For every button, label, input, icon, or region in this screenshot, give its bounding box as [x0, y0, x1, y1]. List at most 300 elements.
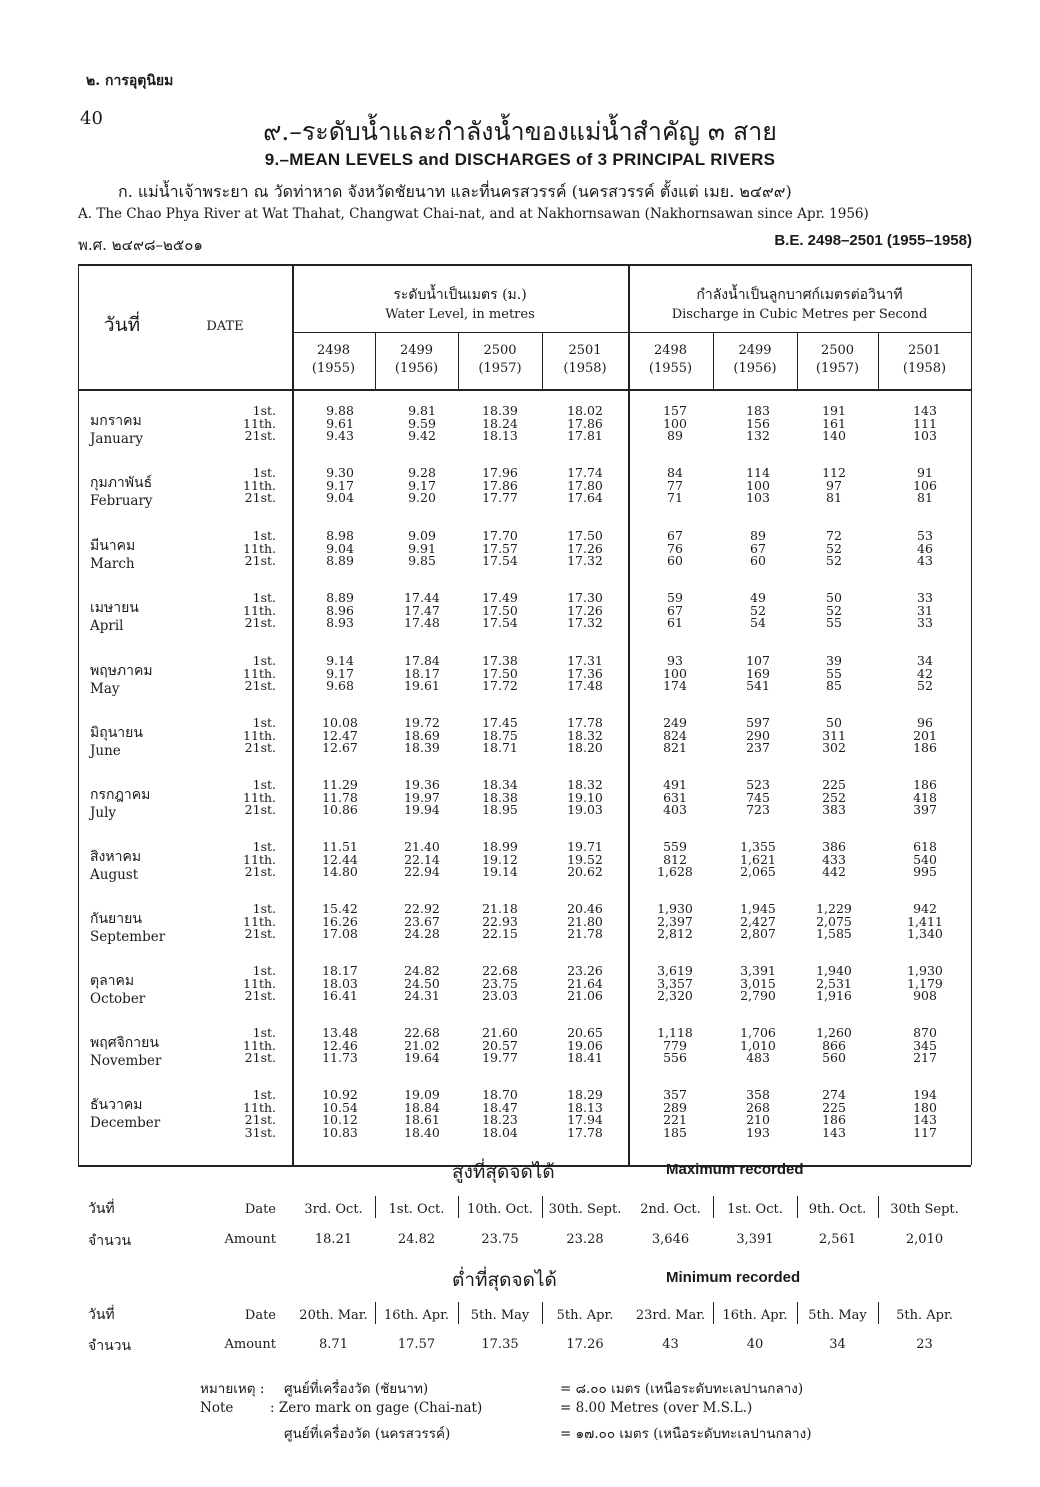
data-cell: 9.17 — [408, 477, 436, 493]
data-cell: 107 — [746, 653, 770, 668]
data-cell: 995 — [913, 864, 937, 879]
data-cell: 17.50 — [482, 602, 518, 618]
day-label: 11th. — [243, 1099, 276, 1115]
data-cell: 106 — [913, 477, 937, 493]
data-cell: 10.92 — [322, 1087, 358, 1102]
data-cell: 9.17 — [326, 665, 354, 681]
day-label: 11th. — [243, 913, 276, 929]
data-cell: 17.86 — [482, 477, 518, 493]
data-cell: 191 — [822, 403, 846, 418]
month-name-thai: มีนาคม — [90, 538, 136, 554]
data-cell: 9.88 — [326, 403, 354, 418]
data-cell: 9.20 — [408, 490, 436, 505]
data-cell: 1,118 — [657, 1025, 693, 1040]
data-cell: 22.94 — [404, 864, 440, 879]
data-cell: 42 — [917, 665, 933, 681]
data-cell: 18.02 — [567, 403, 603, 418]
day-label: 21st. — [244, 1050, 276, 1065]
data-cell: 1,930 — [657, 901, 693, 916]
data-cell: 540 — [913, 851, 937, 867]
month-name-english: February — [90, 493, 153, 509]
data-cell: 20.62 — [567, 864, 603, 879]
data-cell: 17.48 — [404, 615, 440, 630]
data-cell: 9.59 — [408, 415, 436, 431]
month-name-english: December — [90, 1115, 161, 1131]
year-header-ad: (1958) — [563, 361, 607, 376]
data-cell: 100 — [663, 665, 687, 681]
data-cell: 17.26 — [567, 540, 603, 556]
date-header-thai: วันที่ — [103, 314, 141, 336]
data-cell: 17.94 — [567, 1112, 603, 1127]
data-cell: 1,340 — [907, 926, 943, 941]
data-cell: 268 — [746, 1099, 770, 1115]
data-cell: 2,807 — [740, 926, 776, 941]
maximum-date: 1st. Oct. — [727, 1202, 783, 1217]
data-cell: 221 — [663, 1112, 687, 1127]
data-cell: 17.31 — [567, 653, 603, 668]
data-cell: 2,397 — [657, 913, 693, 929]
data-cell: 17.78 — [567, 1124, 603, 1140]
minimum-date: 16th. Apr. — [383, 1308, 450, 1323]
maximum-date: 3rd. Oct. — [304, 1202, 363, 1217]
data-cell: 24.82 — [404, 963, 440, 978]
month-name-english: October — [90, 991, 146, 1007]
day-label: 1st. — [252, 839, 276, 854]
data-cell: 201 — [913, 727, 937, 743]
data-cell: 17.36 — [567, 665, 603, 681]
day-label: 11th. — [243, 727, 276, 743]
data-cell: 10.08 — [322, 715, 358, 730]
data-cell: 67 — [667, 528, 683, 543]
data-cell: 157 — [663, 403, 687, 418]
data-cell: 745 — [746, 789, 770, 805]
data-cell: 418 — [913, 789, 937, 805]
data-cell: 10.54 — [322, 1099, 358, 1115]
minimum-amount: 23 — [916, 1337, 933, 1352]
data-cell: 19.52 — [567, 851, 603, 867]
data-cell: 132 — [746, 428, 770, 443]
maximum-date-label-english: Date — [244, 1202, 276, 1217]
data-cell: 22.92 — [404, 901, 440, 916]
data-cell: 8.93 — [326, 615, 354, 630]
data-cell: 17.57 — [482, 540, 518, 556]
data-cell: 22.68 — [404, 1025, 440, 1040]
data-cell: 9.17 — [326, 477, 354, 493]
data-cell: 9.81 — [408, 403, 436, 418]
data-cell: 143 — [822, 1124, 846, 1140]
data-cell: 523 — [746, 777, 770, 792]
data-cell: 17.84 — [404, 653, 440, 668]
data-cell: 19.64 — [404, 1050, 440, 1065]
data-cell: 252 — [822, 789, 846, 805]
maximum-amount-label-thai: จำนวน — [88, 1233, 132, 1249]
data-cell: 442 — [822, 864, 846, 879]
maximum-amount: 18.21 — [314, 1232, 353, 1247]
data-cell: 1,010 — [740, 1037, 776, 1053]
data-cell: 13.48 — [322, 1025, 358, 1040]
data-cell: 17.48 — [567, 678, 603, 693]
period-thai: พ.ศ. ๒๔๙๘–๒๕๐๑ — [78, 236, 203, 254]
data-cell: 17.32 — [567, 553, 603, 568]
data-cell: 1,411 — [907, 913, 943, 929]
data-cell: 18.04 — [482, 1124, 518, 1140]
day-label: 1st. — [252, 465, 276, 480]
data-cell: 1,179 — [907, 975, 943, 991]
data-cell: 72 — [826, 528, 842, 543]
data-cell: 358 — [746, 1087, 770, 1102]
minimum-amount: 17.35 — [481, 1337, 519, 1352]
minimum-date-separator — [458, 1302, 459, 1324]
data-cell: 19.97 — [404, 789, 440, 805]
data-cell: 18.84 — [404, 1099, 440, 1115]
data-cell: 1,930 — [907, 963, 943, 978]
data-cell: 24.28 — [404, 926, 440, 941]
year-header-ad: (1957) — [815, 361, 860, 376]
data-cell: 357 — [663, 1087, 687, 1102]
data-cell: 112 — [822, 465, 846, 480]
data-cell: 870 — [913, 1025, 937, 1040]
data-cell: 183 — [746, 403, 770, 418]
maximum-date: 10th. Oct. — [467, 1202, 533, 1217]
data-cell: 3,357 — [657, 975, 693, 991]
data-cell: 85 — [826, 678, 842, 693]
data-cell: 302 — [822, 740, 846, 755]
data-cell: 1,585 — [816, 926, 852, 941]
data-cell: 217 — [913, 1050, 937, 1065]
data-cell: 9.91 — [408, 540, 436, 556]
note-line-2: : Zero mark on gage (Chai-nat) — [270, 1400, 483, 1416]
data-cell: 186 — [822, 1112, 846, 1127]
data-cell: 50 — [826, 590, 842, 605]
data-cell: 12.47 — [322, 727, 358, 743]
maximum-date-separator — [458, 1196, 459, 1218]
month-name-thai: สิงหาคม — [90, 849, 142, 865]
data-cell: 114 — [746, 465, 770, 480]
data-cell: 33 — [917, 590, 933, 605]
data-cell: 821 — [663, 740, 687, 755]
data-cell: 19.03 — [567, 802, 603, 817]
data-cell: 10.86 — [322, 802, 358, 817]
data-cell: 541 — [746, 678, 770, 693]
day-label: 21st. — [244, 615, 276, 630]
data-cell: 18.23 — [482, 1112, 518, 1127]
note-line-2-value: = 8.00 Metres (over M.S.L.) — [560, 1400, 753, 1416]
year-header: 2499 — [738, 343, 772, 358]
data-cell: 11.78 — [322, 789, 358, 805]
data-cell: 67 — [750, 540, 766, 556]
data-cell: 3,391 — [740, 963, 776, 978]
data-cell: 17.74 — [567, 465, 603, 480]
month-name-thai: มิถุนายน — [90, 725, 143, 741]
data-cell: 17.54 — [482, 615, 518, 630]
note-line-1-value: = ๘.๐๐ เมตร (เหนือระดับทะเลปานกลาง) — [560, 1381, 804, 1397]
data-cell: 17.47 — [404, 602, 440, 618]
header-bottom-rule — [78, 389, 971, 391]
data-cell: 17.54 — [482, 553, 518, 568]
group-header-rule — [292, 332, 971, 333]
day-label: 21st. — [244, 490, 276, 505]
data-cell: 55 — [826, 665, 842, 681]
data-cell: 18.40 — [404, 1124, 440, 1140]
data-cell: 18.75 — [482, 727, 518, 743]
year-header: 2501 — [568, 343, 602, 358]
data-cell: 21.18 — [482, 901, 518, 916]
maximum-amount: 2,561 — [818, 1232, 857, 1247]
data-cell: 19.36 — [404, 777, 440, 792]
day-label: 1st. — [252, 901, 276, 916]
day-label: 21st. — [244, 988, 276, 1003]
data-cell: 18.38 — [482, 789, 518, 805]
data-cell: 289 — [663, 1099, 687, 1115]
maximum-date: 9th. Oct. — [808, 1202, 867, 1217]
data-cell: 9.28 — [408, 465, 436, 480]
note-line-1: ศูนย์ที่เครื่องวัด (ชัยนาท) — [284, 1381, 429, 1397]
minimum-title-english: Minimum recorded — [666, 1269, 801, 1286]
water-level-header-thai: ระดับน้ำเป็นเมตร (ม.) — [393, 287, 527, 303]
data-cell: 19.09 — [404, 1087, 440, 1102]
water-level-header-english: Water Level, in metres — [385, 307, 535, 322]
data-cell: 71 — [667, 490, 683, 505]
data-cell: 186 — [913, 740, 937, 755]
minimum-date-separator — [713, 1302, 714, 1324]
data-cell: 2,075 — [816, 913, 852, 929]
data-cell: 22.14 — [404, 851, 440, 867]
data-cell: 59 — [667, 590, 683, 605]
data-cell: 18.69 — [404, 727, 440, 743]
day-label: 1st. — [252, 528, 276, 543]
minimum-amount: 8.71 — [319, 1337, 348, 1352]
data-cell: 403 — [663, 802, 687, 817]
data-cell: 17.86 — [567, 415, 603, 431]
day-label: 31st. — [244, 1124, 276, 1140]
data-cell: 52 — [826, 540, 842, 556]
data-cell: 11.29 — [322, 777, 358, 792]
table-left-border — [78, 264, 79, 1165]
maximum-date-label-thai: วันที่ — [88, 1201, 115, 1217]
data-cell: 18.17 — [404, 665, 440, 681]
data-cell: 16.41 — [322, 988, 358, 1003]
title-thai: ๙.–ระดับน้ำและกำลังน้ำของแม่น้ำสำคัญ ๓ สาย — [263, 117, 777, 146]
data-cell: 117 — [913, 1124, 937, 1140]
data-cell: 2,427 — [740, 913, 776, 929]
data-cell: 61 — [667, 615, 683, 630]
month-name-thai: พฤศจิกายน — [90, 1035, 159, 1051]
maximum-date-separator — [797, 1196, 798, 1218]
data-cell: 9.85 — [408, 553, 436, 568]
data-cell: 22.68 — [482, 963, 518, 978]
data-cell: 18.39 — [404, 740, 440, 755]
data-cell: 18.70 — [482, 1087, 518, 1102]
col-sep-group — [628, 264, 630, 1165]
data-cell: 54 — [750, 615, 766, 630]
data-cell: 22.15 — [482, 926, 518, 941]
data-cell: 21.64 — [567, 975, 603, 991]
day-label: 21st. — [244, 553, 276, 568]
month-name-thai: กุมภาพันธ์ — [90, 475, 153, 491]
data-cell: 52 — [917, 678, 933, 693]
data-cell: 556 — [663, 1050, 687, 1065]
data-cell: 18.61 — [404, 1112, 440, 1127]
day-label: 1st. — [252, 777, 276, 792]
data-cell: 560 — [822, 1050, 846, 1065]
minimum-amount: 17.26 — [566, 1337, 604, 1352]
maximum-amount: 3,646 — [651, 1232, 690, 1247]
data-cell: 3,015 — [740, 975, 776, 991]
day-label: 11th. — [243, 789, 276, 805]
data-cell: 34 — [917, 653, 933, 668]
day-label: 11th. — [243, 415, 276, 431]
day-label: 21st. — [244, 926, 276, 941]
data-cell: 103 — [913, 428, 937, 443]
data-cell: 9.30 — [326, 465, 354, 480]
data-cell: 210 — [746, 1112, 770, 1127]
data-cell: 274 — [822, 1087, 846, 1102]
data-cell: 180 — [913, 1099, 937, 1115]
data-cell: 345 — [913, 1037, 937, 1053]
month-name-thai: ธันวาคม — [90, 1097, 143, 1113]
data-cell: 2,812 — [657, 926, 693, 941]
data-cell: 52 — [826, 602, 842, 618]
data-cell: 84 — [667, 465, 683, 480]
data-cell: 11.51 — [322, 839, 358, 854]
data-cell: 18.39 — [482, 403, 518, 418]
day-label: 21st. — [244, 428, 276, 443]
day-label: 11th. — [243, 665, 276, 681]
data-cell: 17.44 — [404, 590, 440, 605]
year-header: 2500 — [820, 343, 855, 358]
data-cell: 103 — [746, 490, 770, 505]
table-top-border — [78, 264, 971, 266]
data-cell: 60 — [667, 553, 683, 568]
year-header: 2498 — [653, 343, 688, 358]
data-cell: 908 — [913, 988, 937, 1003]
data-cell: 17.32 — [567, 615, 603, 630]
data-cell: 17.70 — [482, 528, 518, 543]
day-label: 1st. — [252, 963, 276, 978]
minimum-amount-label-english: Amount — [224, 1337, 276, 1352]
maximum-amount-label-english: Amount — [224, 1232, 276, 1247]
maximum-amount: 3,391 — [736, 1232, 774, 1247]
data-cell: 21.60 — [482, 1025, 518, 1040]
data-cell: 21.06 — [567, 988, 603, 1003]
data-cell: 491 — [663, 777, 687, 792]
data-cell: 225 — [822, 1099, 846, 1115]
data-cell: 18.24 — [482, 415, 518, 431]
maximum-amount: 23.28 — [566, 1232, 604, 1247]
minimum-date: 20th. Mar. — [299, 1308, 368, 1323]
data-cell: 9.68 — [326, 678, 354, 693]
data-cell: 12.46 — [322, 1037, 358, 1053]
month-name-thai: เมษายน — [90, 600, 139, 616]
data-cell: 67 — [667, 602, 683, 618]
month-name-thai: กันยายน — [90, 911, 142, 927]
minimum-amount: 40 — [746, 1337, 764, 1352]
year-header-ad: (1955) — [648, 361, 693, 376]
data-cell: 8.89 — [326, 590, 354, 605]
data-cell: 17.45 — [482, 715, 518, 730]
month-name-english: November — [90, 1053, 162, 1069]
data-cell: 97 — [826, 477, 842, 493]
data-cell: 18.13 — [567, 1099, 603, 1115]
data-cell: 10.12 — [322, 1112, 358, 1127]
data-cell: 597 — [746, 715, 770, 730]
minimum-date: 5th. Apr. — [896, 1308, 953, 1323]
month-name-thai: มกราคม — [90, 413, 142, 429]
data-cell: 19.12 — [482, 851, 518, 867]
data-cell: 100 — [746, 477, 770, 493]
note-line-3-value: = ๑๗.๐๐ เมตร (เหนือระดับทะเลปานกลาง) — [560, 1426, 812, 1442]
month-name-thai: พฤษภาคม — [90, 663, 153, 679]
minimum-date: 23rd. Mar. — [635, 1308, 706, 1323]
data-cell: 8.96 — [326, 602, 354, 618]
data-cell: 52 — [826, 553, 842, 568]
data-cell: 225 — [822, 777, 846, 792]
data-cell: 21.78 — [567, 926, 603, 941]
data-cell: 12.67 — [322, 740, 358, 755]
data-cell: 50 — [826, 715, 842, 730]
minimum-date-separator — [797, 1302, 798, 1324]
data-cell: 311 — [822, 727, 846, 743]
day-label: 11th. — [243, 477, 276, 493]
note-label-english: Note — [200, 1400, 234, 1416]
note-line-3: ศูนย์ที่เครื่องวัด (นครสวรรค์) — [284, 1426, 451, 1442]
data-cell: 19.61 — [404, 678, 440, 693]
data-cell: 19.10 — [567, 789, 603, 805]
data-cell: 20.46 — [567, 901, 603, 916]
month-name-english: April — [90, 618, 124, 634]
data-cell: 483 — [746, 1050, 770, 1065]
data-cell: 9.04 — [326, 540, 354, 556]
data-cell: 397 — [913, 802, 937, 817]
data-cell: 23.75 — [482, 975, 518, 991]
data-cell: 161 — [822, 415, 846, 431]
year-header: 2500 — [483, 343, 517, 358]
data-cell: 18.20 — [567, 740, 603, 755]
data-cell: 237 — [746, 740, 770, 755]
data-cell: 96 — [917, 715, 933, 730]
data-cell: 33 — [917, 615, 933, 630]
data-cell: 18.34 — [482, 777, 518, 792]
year-header: 2498 — [316, 343, 351, 358]
data-cell: 19.06 — [567, 1037, 603, 1053]
data-cell: 17.38 — [482, 653, 518, 668]
maximum-title-thai: สูงที่สุดจดได้ — [452, 1161, 555, 1183]
maximum-amount: 2,010 — [905, 1232, 944, 1247]
maximum-date: 30th. Sept. — [548, 1202, 622, 1217]
maximum-date: 1st. Oct. — [388, 1202, 445, 1217]
data-cell: 20.65 — [567, 1025, 603, 1040]
data-cell: 18.99 — [482, 839, 518, 854]
maximum-date-separator — [713, 1196, 714, 1218]
data-cell: 20.57 — [482, 1037, 518, 1053]
data-cell: 60 — [750, 553, 766, 568]
data-cell: 19.72 — [404, 715, 440, 730]
minimum-date-label-english: Date — [244, 1308, 276, 1323]
data-cell: 824 — [663, 727, 687, 743]
data-cell: 2,320 — [657, 988, 693, 1003]
data-cell: 249 — [663, 715, 687, 730]
data-cell: 18.32 — [567, 777, 603, 792]
maximum-title-english: Maximum recorded — [666, 1161, 804, 1178]
month-name-english: July — [90, 805, 117, 821]
data-cell: 15.42 — [322, 901, 358, 916]
day-label: 21st. — [244, 864, 276, 879]
data-cell: 9.04 — [326, 490, 354, 505]
month-name-english: March — [90, 556, 135, 572]
data-cell: 169 — [746, 665, 770, 681]
subtitle-english: A. The Chao Phya River at Wat Thahat, Changwat Chai-nat, and at Nakhornsawan (Nakhornsawan since Apr. 1956) — [78, 206, 869, 222]
data-cell: 19.77 — [482, 1050, 518, 1065]
